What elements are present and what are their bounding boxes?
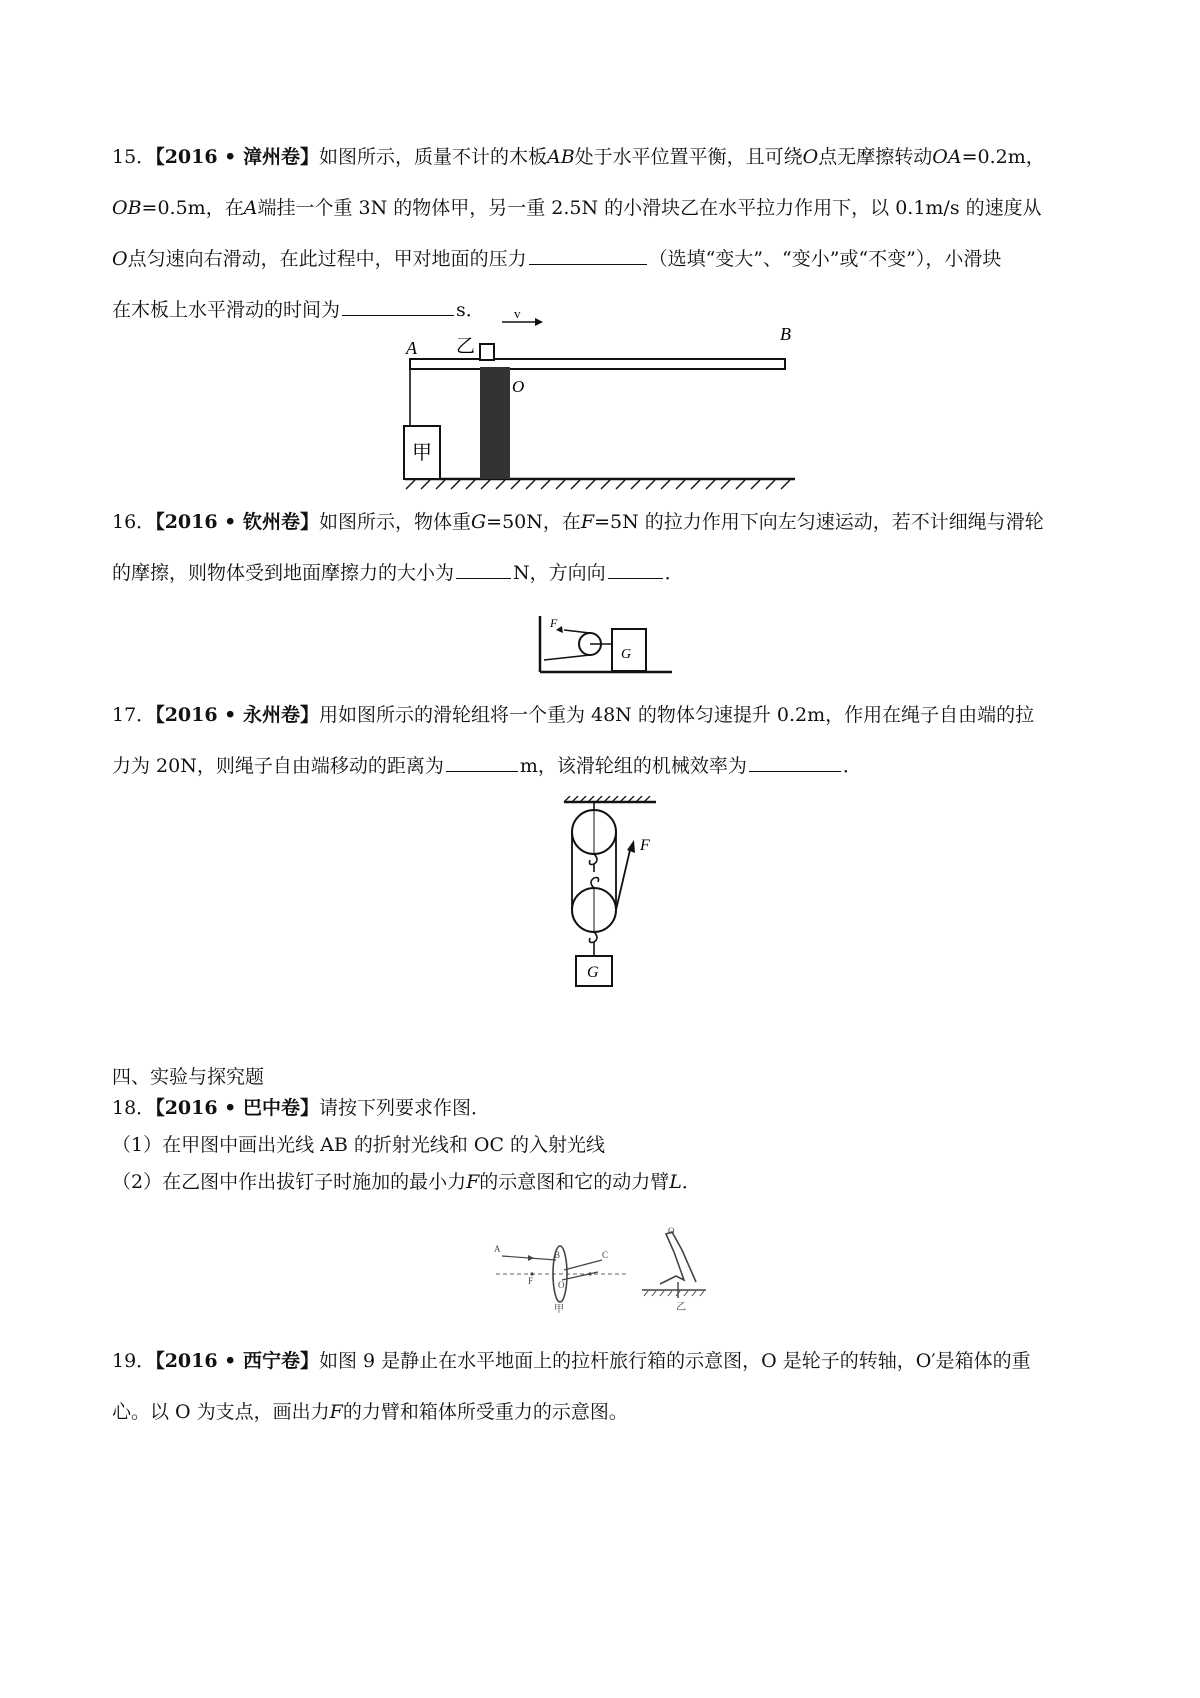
q15-line-3 [112, 234, 1102, 285]
q16-text: =50N，在 [486, 511, 581, 533]
q18-item-1 [112, 1127, 701, 1164]
q18-fig-label-o2: O [668, 1226, 675, 1236]
q18-fig-label-a: A [494, 1244, 501, 1254]
q16-line-2 [112, 548, 1102, 599]
q16-text: ． [664, 562, 684, 584]
q15-text: 处于水平位置平衡，且可绕 [574, 146, 803, 168]
q17-line-1 [112, 690, 1102, 741]
q15-source: 【2016 • 漳州卷】 [155, 146, 319, 168]
q18-text: 请按下列要求作图． [318, 1097, 490, 1119]
q16-text: 的摩擦，则物体受到地面摩擦力的大小为 [112, 562, 455, 584]
q17-figure-pulley-block [556, 796, 666, 1006]
q15-text: 端挂一个重 3N 的物体甲，另一重 2.5N 的小滑块乙在水平拉力作用下，以 0.1m/s 的速度从 [257, 197, 1042, 219]
q16-line-1 [112, 497, 1102, 548]
q16-number: 16． [112, 511, 156, 533]
q16-var-f: F [580, 511, 595, 533]
q16-var-g: G [470, 511, 487, 533]
q19-line-1 [112, 1336, 1102, 1387]
q18-fig-label-f: F [528, 1276, 534, 1286]
q18-item-2 [112, 1164, 701, 1201]
q15-var-ob: OB [112, 197, 142, 219]
q19-number: 19． [112, 1350, 156, 1372]
q18-text: ． [681, 1171, 701, 1193]
q16-source: 【2016 • 钦州卷】 [155, 511, 319, 533]
q15-number: 15． [112, 146, 156, 168]
q17-line-2 [112, 741, 1102, 792]
q19-text: 如图 9 是静止在水平地面上的拉杆旅行箱的示意图，O 是轮子的转轴，O′是箱体的重 [318, 1350, 1031, 1372]
q17-answer-blank-2[interactable] [749, 749, 841, 772]
q18-source: 【2016 • 巴中卷】 [155, 1097, 319, 1119]
q19-text: 的力臂和箱体所受重力的示意图。 [342, 1401, 628, 1423]
q16-fig-label-g: G [621, 647, 632, 662]
q15-text: 在木板上水平滑动的时间为 [112, 299, 341, 321]
q16-figure-pulley [536, 614, 676, 676]
q15-fig-label-b: B [780, 324, 791, 344]
q15-text: =0.2m， [961, 146, 1045, 168]
q18-fig-label-b: B [554, 1250, 561, 1260]
q16-fig-label-f: F [550, 616, 558, 630]
q16-text: 如图所示，物体重 [318, 511, 471, 533]
q16-text: =5N 的拉力作用下向左匀速运动，若不计细绳与滑轮 [594, 511, 1044, 533]
q15-text: =0.5m，在 [141, 197, 244, 219]
q15-var-o: O [802, 146, 819, 168]
q18-var-l: L [669, 1171, 682, 1193]
q19-text: 心。以 O 为支点，画出力 [112, 1401, 330, 1423]
q15-var-ab: AB [546, 146, 575, 168]
q15-text: （选填“变大”、“变小”或“不变”），小滑块 [648, 248, 1002, 270]
q17-source: 【2016 • 永州卷】 [155, 704, 319, 726]
q15-fig-label-o: O [512, 377, 525, 396]
q15-line-2 [112, 183, 1102, 234]
q16-answer-blank-1[interactable] [456, 556, 511, 579]
q18-item-1-text: （1）在甲图中画出光线 AB 的折射光线和 OC 的入射光线 [112, 1134, 606, 1156]
section-4-title-text: 四、实验与探究题 [112, 1066, 265, 1088]
q15-fig-label-a: A [406, 338, 417, 358]
q15-var-o: O [112, 248, 128, 270]
q15-fig-label-yi: 乙 [456, 336, 476, 357]
q18-fig-label-jia: 甲 [554, 1304, 564, 1314]
q18-fig-label-yi: 乙 [676, 1302, 686, 1313]
q18-figure [492, 1222, 722, 1314]
q17-text: m，该滑轮组的机械效率为 [519, 755, 747, 777]
q19-var-f: F [329, 1401, 343, 1423]
q15-text: 点匀速向右滑动，在此过程中，甲对地面的压力 [127, 248, 527, 270]
q18-text: 的示意图和它的动力臂 [479, 1171, 670, 1193]
q15-line-1 [112, 132, 1102, 183]
q17-answer-blank-1[interactable] [446, 749, 518, 772]
q15-text: s． [456, 299, 485, 321]
q19-source: 【2016 • 西宁卷】 [155, 1350, 319, 1372]
question-16 [112, 497, 1102, 599]
q18-number: 18． [112, 1097, 156, 1119]
q16-answer-blank-2[interactable] [608, 556, 663, 579]
q15-text: 如图所示，质量不计的木板 [318, 146, 547, 168]
q15-figure-lever [400, 304, 800, 490]
q18-text: （2）在乙图中作出拔钉子时施加的最小力 [112, 1171, 467, 1193]
q15-fig-label-v: v [514, 306, 521, 321]
q17-text: 用如图所示的滑轮组将一个重为 48N 的物体匀速提升 0.2m，作用在绳子自由端的拉 [318, 704, 1035, 726]
q17-fig-label-g: G [587, 964, 599, 981]
q17-number: 17． [112, 704, 156, 726]
question-19 [112, 1336, 1102, 1438]
q18-fig-label-o: O [558, 1280, 565, 1290]
q19-line-2 [112, 1387, 1102, 1438]
q15-var-a: A [243, 197, 258, 219]
question-18 [112, 1090, 701, 1201]
q18-fig-label-c: C [602, 1250, 609, 1260]
q15-fig-label-jia: 甲 [412, 442, 432, 464]
q15-var-oa: OA [932, 146, 962, 168]
q17-fig-label-f: F [640, 837, 650, 854]
q15-answer-blank-1[interactable] [529, 242, 647, 265]
q16-text: N，方向向 [513, 562, 606, 584]
q15-text: 点无摩擦转动 [818, 146, 933, 168]
q17-text: ． [842, 755, 862, 777]
q18-line-1 [112, 1090, 701, 1127]
q18-var-f: F [466, 1171, 480, 1193]
section-4-title [112, 1062, 264, 1089]
q17-text: 力为 20N，则绳子自由端移动的距离为 [112, 755, 444, 777]
question-17 [112, 690, 1102, 792]
